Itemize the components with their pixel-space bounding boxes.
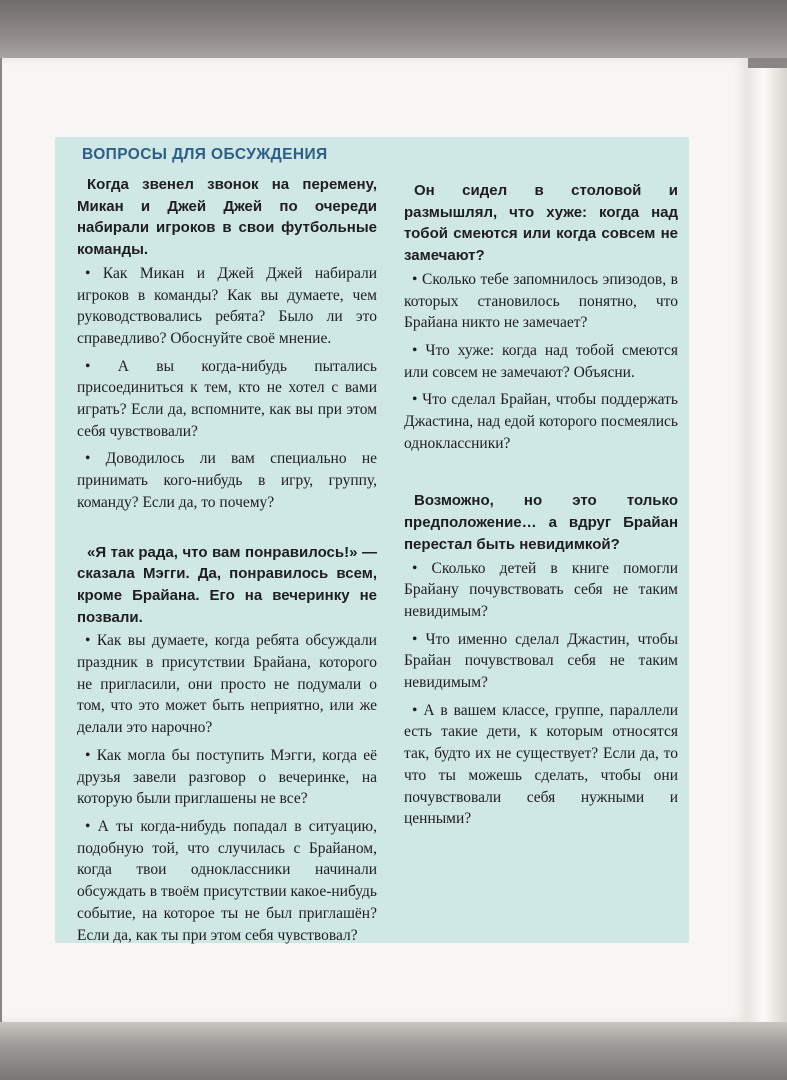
section-intro: Когда звенел звонок на перемену, Микан и Джей Джей по очереди набирали игроков в свои футбольные команды. — [77, 176, 377, 259]
question-item: • Как могла бы поступить Мэгги, когда её друзья завели разговор о вечеринке, на которую были приглашены не все? — [77, 745, 377, 810]
question-item: • Сколько детей в книге помогли Брайану почувствовать себя не таким невидимым? — [404, 558, 678, 623]
left-column — [77, 174, 377, 952]
section-intro: «Я так рада, что вам понравилось!» — сказала Мэгги. Да, понравилось всем, кроме Брайана. Его на вечеринку не позвали. — [77, 543, 377, 626]
question-item: • А ты когда-нибудь попадал в ситуацию, подобную той, что случилась с Брайаном, когда твои одноклассники начинали обсуждать в твоём присутствии какое-нибудь событие, на которое ты не был приглашён? Если да, как ты при этом себя чувствовал? — [77, 816, 377, 946]
question-item: • А вы когда-нибудь пытались присоединиться к тем, кто не хотел с вами играть? Если да, вспомните, как вы при этом себя чувствовали? — [77, 356, 377, 443]
question-item: • Как вы думаете, когда ребята обсуждали праздник в присутствии Брайана, которого не пригласили, они просто не подумали о том, что это может быть неприятно, или же делали это нарочно? — [77, 630, 377, 739]
question-item: • Сколько тебе запомнилось эпизодов, в которых становилось понятно, что Брайана никто не замечает? — [404, 269, 678, 334]
question-item: • Что именно сделал Джастин, чтобы Брайан почувствовал себя не таким невидимым? — [404, 629, 678, 694]
scanner-background-top — [0, 0, 787, 58]
section-intro: Возможно, но это только предположение… а вдруг Брайан перестал быть невидимкой? — [404, 492, 678, 553]
question-item: • Что сделал Брайан, чтобы поддержать Джастина, над едой которого посмеялись одноклассники? — [404, 389, 678, 454]
page-edge — [748, 68, 787, 1028]
scanner-background-bottom — [0, 1022, 787, 1080]
right-column — [404, 180, 678, 836]
question-item: • Как Микан и Джей Джей набирали игроков в команды? Как вы думаете, чем руководствовались ребята? Было ли это справедливо? Обоснуйте своё мнение. — [77, 263, 377, 350]
panel-heading: ВОПРОСЫ ДЛЯ ОБСУЖДЕНИЯ — [82, 146, 328, 163]
section-intro: Он сидел в столовой и размышлял, что хуже: когда над тобой смеются или когда совсем не замечают? — [404, 182, 678, 265]
question-item: • А в вашем классе, группе, параллели есть такие дети, к которым относятся так, будто их не существует? Если да, то что ты можешь сделать, чтобы они почувствовали себя нужными и ценными? — [404, 700, 678, 830]
question-item: • Доводилось ли вам специально не принимать кого-нибудь в игру, группу, команду? Если да, то почему? — [77, 448, 377, 513]
question-item: • Что хуже: когда над тобой смеются или совсем не замечают? Объясни. — [404, 340, 678, 383]
